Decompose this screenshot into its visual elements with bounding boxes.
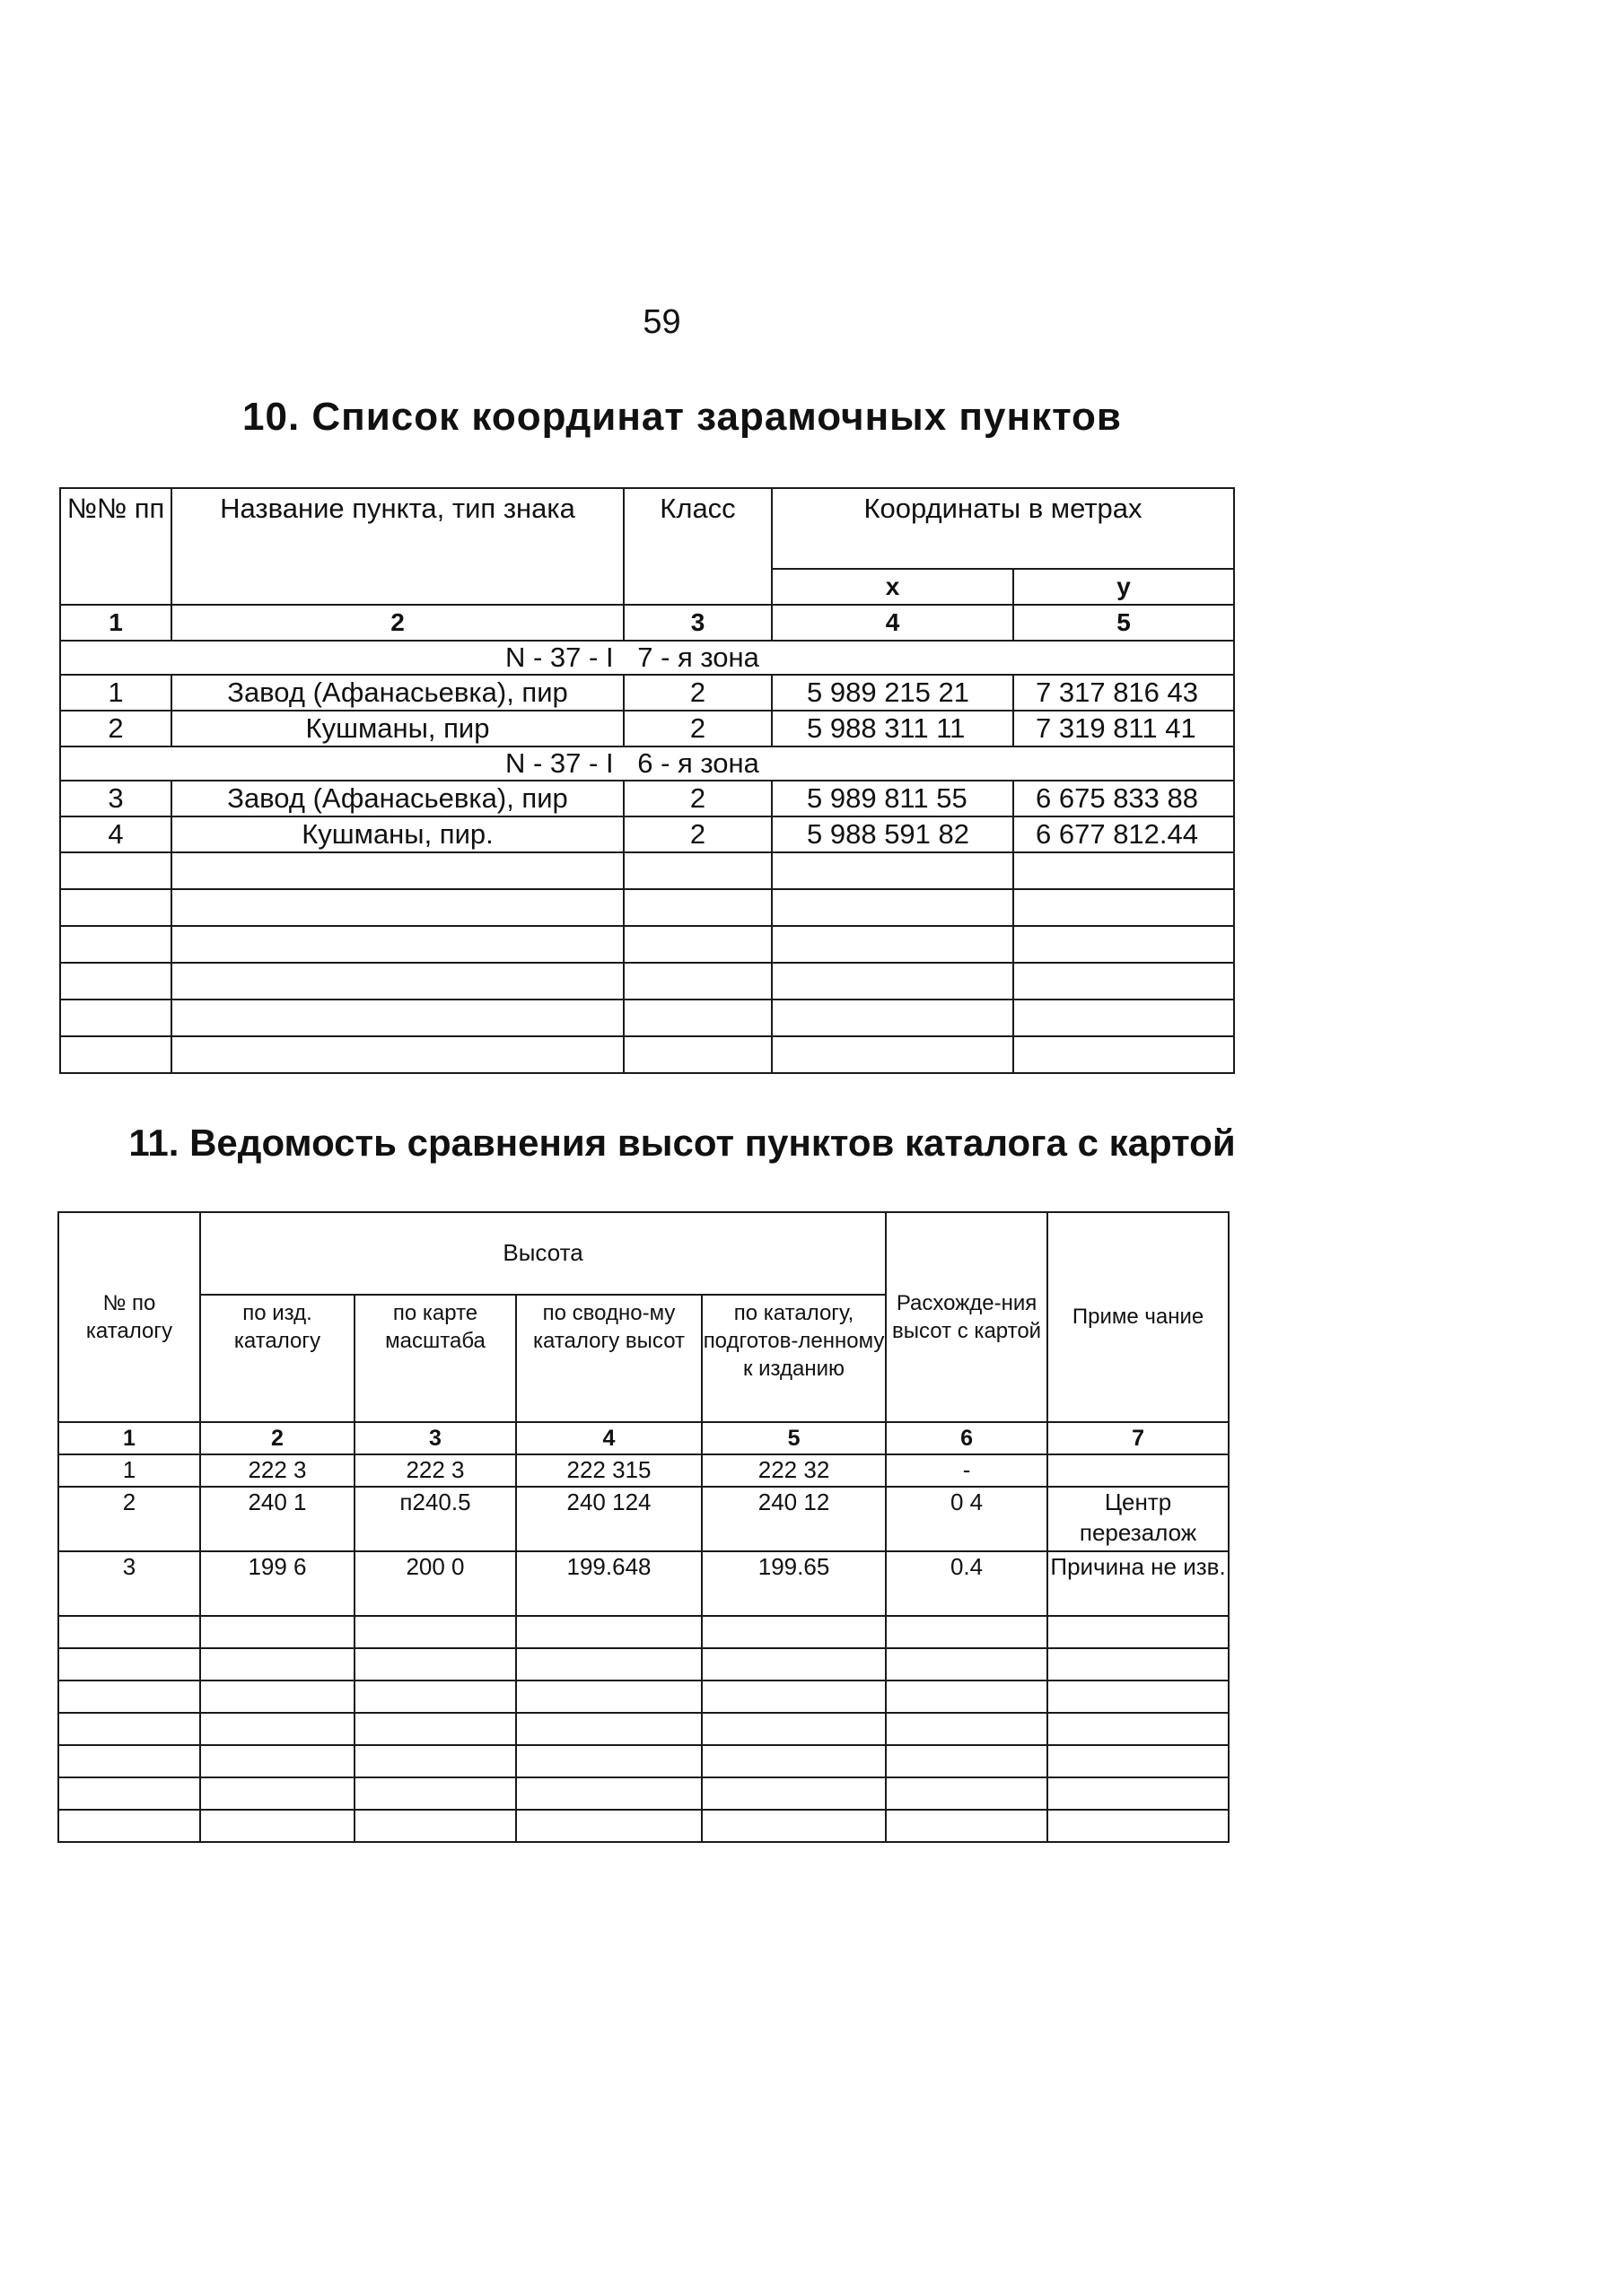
header-num: № по каталогу — [58, 1212, 200, 1422]
cell-prepared: 240 12 — [702, 1487, 886, 1551]
zone-sheet: N - 37 - I — [505, 641, 614, 673]
cell-map: 222 3 — [355, 1454, 516, 1487]
cell-ed-catalog: 240 1 — [200, 1487, 355, 1551]
col-num: 2 — [171, 605, 624, 641]
cell-x: 5 989 215 21 — [772, 675, 1013, 711]
column-numbers-row — [60, 605, 1234, 641]
cell-y: 6 677 812.44 — [1013, 816, 1234, 852]
empty-row — [58, 1616, 1229, 1648]
cell-y: 6 675 833 88 — [1013, 781, 1234, 816]
empty-row — [58, 1810, 1229, 1842]
empty-row — [60, 1036, 1234, 1073]
header-row — [58, 1212, 1229, 1295]
header-height: Высота — [200, 1212, 886, 1295]
cell-note — [1047, 1454, 1229, 1487]
zone-sheet: N - 37 - I — [505, 746, 614, 779]
zone-row — [60, 746, 1234, 781]
zone-label: 6 - я зона — [637, 746, 759, 779]
section-10-title: 10. Список координат зарамочных пунктов — [242, 395, 1122, 439]
header-coords: Координаты в метрах — [772, 488, 1234, 569]
col-num: 5 — [1013, 605, 1234, 641]
table-row — [60, 781, 1234, 816]
cell-num: 1 — [58, 1454, 200, 1487]
cell-num: 2 — [58, 1487, 200, 1551]
header-diff: Расхожде-ния высот с картой — [886, 1212, 1047, 1422]
cell-num: 1 — [60, 675, 171, 711]
cell-diff: - — [886, 1454, 1047, 1487]
header-num: №№ пп — [60, 488, 171, 605]
table-row — [58, 1454, 1229, 1487]
cell-num: 3 — [60, 781, 171, 816]
cell-name: Кушманы, пир. — [171, 816, 624, 852]
col-num: 1 — [60, 605, 171, 641]
header-class: Класс — [624, 488, 772, 605]
empty-row — [60, 963, 1234, 1000]
cell-diff: 0 4 — [886, 1487, 1047, 1551]
col-num: 4 — [772, 605, 1013, 641]
table-row — [60, 816, 1234, 852]
cell-note: Причина не изв. — [1047, 1551, 1229, 1616]
cell-name: Завод (Афанасьевка), пир — [171, 781, 624, 816]
zone-row — [60, 641, 1234, 675]
cell-summary: 199.648 — [516, 1551, 702, 1616]
cell-y: 7 319 811 41 — [1013, 711, 1234, 746]
cell-class: 2 — [624, 816, 772, 852]
cell-class: 2 — [624, 781, 772, 816]
cell-num: 3 — [58, 1551, 200, 1616]
zone-label: 7 - я зона — [637, 641, 759, 673]
header-by-summary: по сводно-му каталогу высот — [516, 1295, 702, 1422]
header-name: Название пункта, тип знака — [171, 488, 624, 605]
col-num: 4 — [516, 1422, 702, 1454]
cell-prepared: 222 32 — [702, 1454, 886, 1487]
header-row — [60, 488, 1234, 569]
empty-row — [60, 926, 1234, 963]
col-num: 1 — [58, 1422, 200, 1454]
empty-row — [60, 852, 1234, 889]
cell-summary: 240 124 — [516, 1487, 702, 1551]
coordinates-table — [59, 487, 1235, 1074]
cell-map: п240.5 — [355, 1487, 516, 1551]
column-numbers-row — [58, 1422, 1229, 1454]
cell-class: 2 — [624, 675, 772, 711]
heights-comparison-table — [57, 1211, 1230, 1843]
col-num: 5 — [702, 1422, 886, 1454]
header-by-map: по карте масштаба — [355, 1295, 516, 1422]
header-y: y — [1013, 569, 1234, 605]
table-row — [60, 711, 1234, 746]
empty-row — [58, 1681, 1229, 1713]
cell-diff: 0.4 — [886, 1551, 1047, 1616]
empty-row — [58, 1713, 1229, 1745]
cell-note: Центр перезалож — [1047, 1487, 1229, 1551]
col-num: 7 — [1047, 1422, 1229, 1454]
cell-num: 4 — [60, 816, 171, 852]
table-row — [58, 1487, 1229, 1551]
empty-row — [60, 1000, 1234, 1036]
cell-y: 7 317 816 43 — [1013, 675, 1234, 711]
cell-prepared: 199.65 — [702, 1551, 886, 1616]
page-number: 59 — [643, 303, 681, 341]
cell-ed-catalog: 199 6 — [200, 1551, 355, 1616]
col-num: 3 — [624, 605, 772, 641]
cell-num: 2 — [60, 711, 171, 746]
header-x: x — [772, 569, 1013, 605]
col-num: 2 — [200, 1422, 355, 1454]
cell-name: Кушманы, пир — [171, 711, 624, 746]
col-num: 6 — [886, 1422, 1047, 1454]
empty-row — [58, 1745, 1229, 1777]
cell-summary: 222 315 — [516, 1454, 702, 1487]
empty-row — [58, 1777, 1229, 1810]
empty-row — [60, 889, 1234, 926]
table-row — [58, 1551, 1229, 1616]
section-11-title: 11. Ведомость сравнения высот пунктов каталога с картой — [128, 1122, 1236, 1164]
cell-class: 2 — [624, 711, 772, 746]
cell-map: 200 0 — [355, 1551, 516, 1616]
header-by-prepared: по каталогу, подготов-ленному к изданию — [702, 1295, 886, 1422]
cell-name: Завод (Афанасьевка), пир — [171, 675, 624, 711]
cell-x: 5 989 811 55 — [772, 781, 1013, 816]
cell-x: 5 988 311 11 — [772, 711, 1013, 746]
header-note: Приме чание — [1047, 1212, 1229, 1422]
header-by-ed-catalog: по изд. каталогу — [200, 1295, 355, 1422]
cell-ed-catalog: 222 3 — [200, 1454, 355, 1487]
cell-x: 5 988 591 82 — [772, 816, 1013, 852]
table-row — [60, 675, 1234, 711]
col-num: 3 — [355, 1422, 516, 1454]
empty-row — [58, 1648, 1229, 1681]
